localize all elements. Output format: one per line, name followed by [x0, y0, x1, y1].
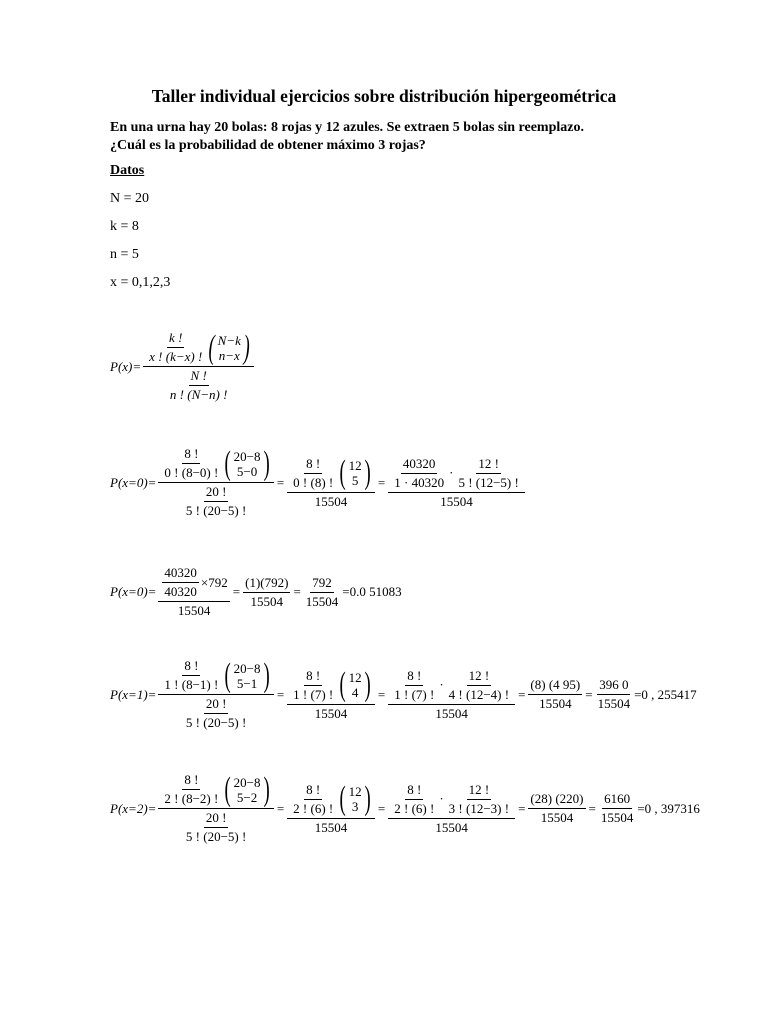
eq1-f1-num: 8 !	[182, 658, 200, 676]
eq2-f2-num: 20 !	[204, 810, 229, 828]
eq1-f2-num: 20 !	[204, 696, 229, 714]
eq2-binom-bot: 5−2	[236, 789, 258, 805]
eq0a-lhs: P(x=0)=	[110, 474, 157, 490]
eq1-s3-b-num: 12 !	[467, 668, 492, 686]
eq1-binom-bot: 5−1	[236, 675, 258, 691]
eq0a-s3-a-den: 1 · 40320	[394, 474, 445, 490]
formula-n-den: n ! (N−n) !	[169, 387, 228, 402]
eq1-s2-btop: 12	[348, 670, 362, 685]
eq1-f1-den: 1 ! (8−1) !	[164, 677, 219, 692]
problem-line-1: En una urna hay 20 bolas: 8 rojas y 12 azules. Se extraen 5 bolas sin reemplazo.	[110, 120, 584, 135]
eq2-result: =0 , 397316	[637, 800, 700, 816]
eq2-s3-a-den: 2 ! (6) !	[394, 800, 435, 816]
eq2-s5-den: 15504	[600, 810, 634, 825]
eq0a-s2-den: 0 ! (8) !	[293, 474, 334, 490]
formula-k-fact: k !	[167, 330, 184, 348]
dato-k: k = 8	[110, 219, 139, 234]
formula-N-fact: N !	[189, 368, 209, 386]
eq0b-lhs: P(x=0)=	[110, 584, 157, 599]
eq0b-a-num: 40320	[162, 565, 199, 583]
eq2-s4-den: 15504	[540, 810, 574, 825]
eq0a-f2-den: 5 ! (20−5) !	[185, 503, 247, 518]
eq1-s3-a-den: 1 ! (7) !	[394, 686, 435, 702]
eq1-s2-total: 15504	[314, 705, 348, 721]
eq2-f1-den: 2 ! (8−2) !	[164, 791, 219, 806]
formula-binom-top: N−k	[217, 332, 241, 348]
eq2-s3-b-num: 12 !	[467, 782, 492, 800]
formula-x-den: x ! (k−x) !	[149, 349, 203, 364]
eq2-s3-a-num: 8 !	[405, 782, 423, 800]
eq2-s3-b-den: 3 ! (12−3) !	[448, 800, 510, 816]
eq0a-s3-b-den: 5 ! (12−5) !	[458, 474, 519, 490]
eq1-s2-num: 8 !	[304, 668, 322, 686]
eq2-s4-num: (28) (220)	[528, 791, 585, 809]
problem-line-2: ¿Cuál es la probabilidad de obtener máximo 3 rojas?	[110, 138, 426, 153]
dato-x: x = 0,1,2,3	[110, 275, 171, 290]
eq0a-f1-den: 0 ! (8−0) !	[164, 465, 219, 480]
eq1-s2-bbot: 4	[351, 685, 359, 700]
eq2-f1-num: 8 !	[182, 772, 200, 790]
eq2-binom-top: 20−8	[233, 774, 261, 790]
equation-x1: P(x=1)= $\frac{8 !}{1 ! (8-1) !}$ ( 20−8 5−1 ) $\frac{20 !}{5 ! (20-5) !}$ = $\frac{8 !}{1 ! (7) !}$ ( 12 4 ) 15504 = $\frac{8 !}{1 ! (7) !}$ · $\frac{12 !}{4 ! (12-4) !}$ 15504 = $\frac{(8) (4 95)}{15504}$ = $\frac{396 0}{15504}$ =0 , 255417	[110, 656, 697, 730]
eq1-s5-num: 396 0	[597, 677, 630, 695]
eq0b-times: ×792	[200, 574, 228, 590]
eq1-s3-total: 15504	[435, 705, 468, 721]
eq0b-s3-den: 15504	[305, 593, 339, 609]
eq0a-s2-num: 8 !	[304, 456, 322, 474]
eq0b-a-den: 40320	[164, 584, 197, 599]
formula-lhs: P(x)=	[110, 358, 142, 374]
datos-heading: Datos	[110, 163, 145, 178]
problem-statement	[110, 119, 584, 155]
eq1-s4-den: 15504	[539, 696, 572, 711]
eq0b-s3-num: 792	[310, 575, 334, 593]
eq2-s2-den: 2 ! (6) !	[293, 800, 334, 816]
eq0b-s2-num: (1)(792)	[243, 575, 290, 593]
eq2-f2-den: 5 ! (20−5) !	[185, 829, 247, 844]
equation-x0-step2: P(x=0)= $\frac{40320}{40320}$ ×792 15504 = $\frac{(1)(792)}{15504}$ = $\frac{792}{15504}$ =0.0 51083	[110, 565, 402, 618]
eq0a-s3-a-num: 40320	[401, 456, 438, 474]
eq0a-s3-b-num: 12 !	[476, 456, 501, 474]
eq0a-f1-num: 8 !	[182, 446, 200, 464]
eq2-s5-num: 6160	[602, 791, 632, 809]
general-formula: P(x)= $\frac{k !}{x ! (k-x) !}$ ( N−k n−x ) $\frac{N !}{n ! (N-n) !}$	[110, 330, 256, 403]
eq2-s2-num: 8 !	[304, 782, 322, 800]
eq0a-s2-total: 15504	[314, 493, 348, 509]
eq0b-result: =0.0 51083	[342, 584, 402, 599]
eq0a-binom-bot: 5−0	[236, 463, 258, 479]
eq0a-f2-num: 20 !	[204, 484, 229, 502]
eq0a-binom-top: 20−8	[233, 448, 261, 464]
eq2-s2-bbot: 3	[351, 799, 359, 814]
eq0b-total1: 15504	[177, 603, 211, 618]
eq0a-s2-btop: 12	[348, 458, 362, 473]
eq1-lhs: P(x=1)=	[110, 686, 157, 702]
eq1-s2-den: 1 ! (7) !	[293, 686, 334, 702]
document-title: Taller individual ejercicios sobre distribución hipergeométrica	[151, 86, 617, 106]
eq2-s2-btop: 12	[348, 784, 362, 799]
eq2-s3-total: 15504	[435, 819, 468, 835]
eq2-s2-total: 15504	[314, 819, 348, 835]
dato-N: N = 20	[110, 191, 150, 206]
formula-binom-bot: n−x	[218, 347, 240, 363]
eq1-s3-b-den: 4 ! (12−4) !	[448, 686, 510, 702]
eq0a-s2-bbot: 5	[351, 473, 359, 488]
eq1-result: =0 , 255417	[634, 686, 697, 702]
eq1-s4-num: (8) (4 95)	[528, 677, 582, 695]
eq1-s3-a-num: 8 !	[405, 668, 423, 686]
equation-x0-step1: P(x=0)= $\frac{8 !}{0 ! (8-0) !}$ ( 20−8 5−0 ) $\frac{20 !}{5 ! (20-5) !}$ = $\frac{8 !}{0 ! (8) !}$ ( 12 5 ) 15504 = $\frac{40320}{1 \cdot 40320}$ · $\frac{12 !}{5 ! (12-5) !}$ 15504	[110, 446, 527, 519]
equation-x2: P(x=2)= $\frac{8 !}{2 ! (8-2) !}$ ( 20−8 5−2 ) $\frac{20 !}{5 ! (20-5) !}$ = $\frac{8 !}{2 ! (6) !}$ ( 12 3 ) 15504 = $\frac{8 !}{2 ! (6) !}$ · $\frac{12 !}{3 ! (12-3) !}$ 15504 = $\frac{(28) (220)}{15504}$ = $\frac{6160}{15504}$ =0 , 397316	[110, 770, 700, 844]
dato-n: n = 5	[110, 247, 139, 262]
eq2-lhs: P(x=2)=	[110, 800, 157, 816]
eq1-binom-top: 20−8	[233, 660, 261, 676]
eq0a-s3-total: 15504	[440, 493, 473, 509]
eq0b-s2-den: 15504	[250, 593, 284, 609]
eq1-s5-den: 15504	[597, 696, 631, 711]
eq1-f2-den: 5 ! (20−5) !	[185, 715, 247, 730]
